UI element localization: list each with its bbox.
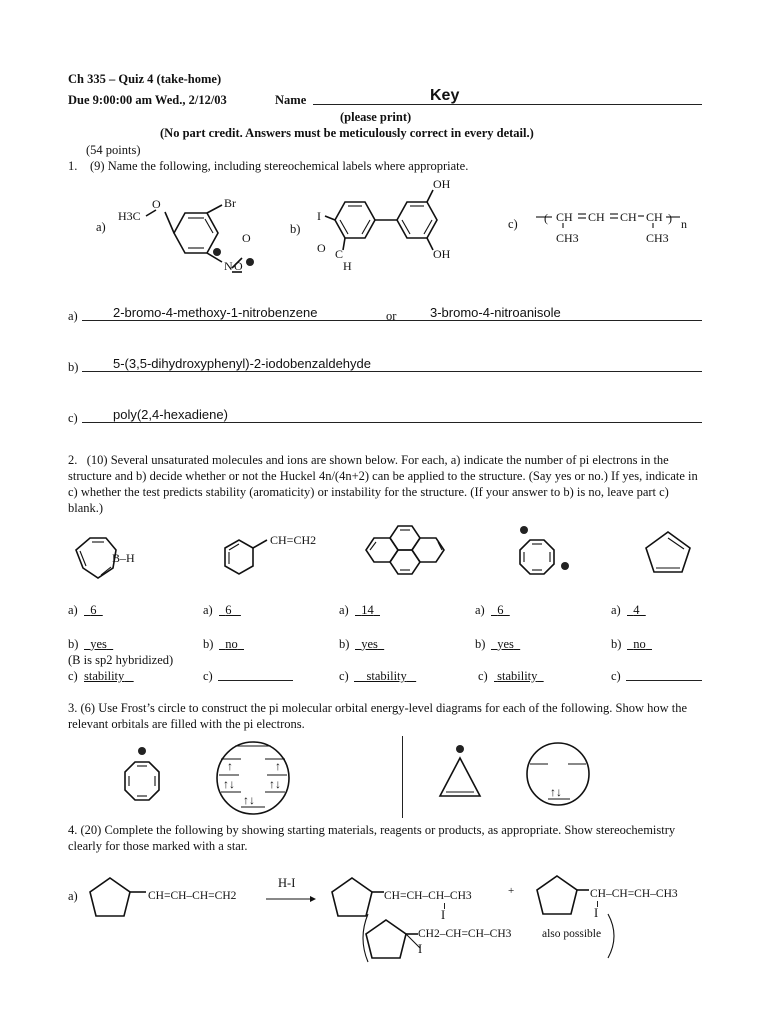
q2-answer-b-1: yes [90,637,107,651]
q1b-structure [315,178,465,278]
q1-answer-b: 5-(3,5-dihydroxyphenyl)-2-iodobenzaldehyde [113,356,371,371]
q4-number: 4. [68,823,78,837]
q4-product3: CH2–CH=CH–CH3 [418,928,512,940]
q2-b-label-2: b) [203,637,214,651]
q1-answer-a-or: or [386,309,397,323]
q4-reaction-arrow [266,894,316,904]
q1c-ch1: CH [556,210,573,224]
q1-answer-b-label: b) [68,360,79,374]
q1-prompt: (9) Name the following, including stereochemical labels where appropriate. [90,159,469,173]
q1c-ch4: CH [646,210,663,224]
q1b-label: b) [290,222,301,236]
q3-frost-right [430,742,590,812]
q3-text: (6) Use Frost’s circle to construct the pi molecular orbital energy-level diagrams for each of the following. Show how the relevant orbitals are filled with the pi electrons. [68,701,688,731]
q2-vinyl: CH=CH2 [270,533,317,547]
q3-prompt [68,700,704,732]
q1b-o: O [317,241,326,255]
q1c-structure [530,200,700,250]
no-partial-credit: (No part credit. Answers must be meticulously correct in every detail.) [160,126,534,140]
q1a-br: Br [224,196,236,210]
q2-note: (B is sp2 hybridized) [68,653,174,667]
q1a-n: N [224,259,233,273]
q1a-h3c: H3C [118,209,141,223]
svg-text:↑↓: ↑↓ [223,777,235,791]
q1a-o2: O [234,259,243,273]
q1b-i: I [317,209,321,223]
q2-b-label-3: b) [339,637,350,651]
svg-text:↑↓: ↑↓ [269,777,281,791]
q2-answer-b-3: yes [361,637,378,651]
q1b-h: H [343,259,352,273]
q4-cyclopentyl-product2 [535,872,591,920]
course-title: Ch 335 – Quiz 4 (take-home) [68,72,222,86]
q2-pyrene [360,520,460,580]
q1-answer-c-label: c) [68,411,78,425]
q1-answer-a-label: a) [68,309,78,323]
q2-a-label-3: a) [339,603,349,617]
q4-product2: CH–CH=CH–CH3 [590,888,678,900]
q2-bh: B–H [112,551,135,565]
q2-a-label-1: a) [68,603,78,617]
q2-answer-c-1: stability [84,669,125,683]
q1c-ch3: CH [620,210,637,224]
q3-divider [402,736,403,818]
name-label: Name [275,93,307,107]
q1b-oh-top: OH [433,177,451,191]
q1-answer-c: poly(2,4-hexadiene) [113,407,228,422]
q3-number: 3. [68,701,78,715]
svg-text:↑↓: ↑↓ [243,793,255,807]
svg-text:↑: ↑ [275,759,281,773]
q1b-c: C [335,247,344,261]
q4-cyclopentyl-reactant [88,874,148,922]
q1a-o1: O [242,231,251,245]
q4-bracket-right [604,912,624,960]
q2-answer-c-5-blank [626,680,702,681]
svg-text:↑: ↑ [227,759,233,773]
q2-number: 2. [68,453,78,467]
q2-text: (10) Several unsaturated molecules and ions are shown below. For each, a) indicate the number of pi electrons in the structure and b) decide whether or not the Huckel 4n/(4n+2) can be applied to the structure. (Say yes or no.) If yes, indicate in c) whether the test predicts stability (aromaticity) or instability for the structure. (If your answer to b) is no, leave part c) blank.) [68,453,698,515]
please-print: (please print) [340,110,412,124]
svg-text:↑↓: ↑↓ [550,785,562,799]
svg-text:(: ( [544,211,548,225]
q2-a-label-5: a) [611,603,621,617]
q2-vinylcyclohexadiene [215,528,335,588]
q1c-ch3-right: CH3 [646,231,669,245]
q2-b-label-5: b) [611,637,622,651]
q2-answer-a-1: 6 [90,603,97,617]
q2-answer-a-3: 14 [361,603,374,617]
q4-product1: CH=CH–CH–CH3 [384,890,472,902]
q2-a-label-4: a) [475,603,485,617]
q1c-ch3-left: CH3 [556,231,579,245]
q1-number: 1. [68,159,78,173]
q2-answer-c-2-blank [218,680,293,681]
q4-reagent: H-I [278,876,296,890]
q2-b-label-1: b) [68,637,79,651]
q2-c-label-5: c) [611,669,621,683]
q2-answer-a-2: 6 [225,603,232,617]
q3-frost-left [115,742,295,822]
q1-answer-a-alt: 3-bromo-4-nitroanisole [430,305,561,320]
q1a-o-ether: O [152,197,161,211]
q4-also-possible: also possible [542,928,602,940]
name-value: Key [430,87,460,104]
q2-cyclopentadiene-cation [640,528,700,578]
q1a-label: a) [96,220,106,234]
q4-a-label: a) [68,889,78,903]
q2-cyclooctatetraene-dianion [510,524,580,584]
total-points: (54 points) [86,143,141,157]
q4-reactant: CH=CH–CH=CH2 [148,890,237,902]
q1c-n: n [681,217,687,231]
q4-cyclopentyl-product3 [358,910,423,966]
q4-product2-iodo: I [594,906,599,920]
q1b-oh-bottom: OH [433,247,451,261]
q1a-structure [110,190,270,280]
q4-product3-iodo: I [418,942,423,956]
q1c-ch2: CH [588,210,605,224]
q2-answer-a-4: 6 [497,603,504,617]
q2-answer-c-4: stability [497,669,538,683]
q2-answer-b-5: no [633,637,646,651]
q2-answer-b-2: no [225,637,238,651]
q1-answer-a: 2-bromo-4-methoxy-1-nitrobenzene [113,305,318,320]
q1c-label: c) [508,217,518,231]
q2-answer-b-4: yes [497,637,514,651]
due-date: Due 9:00:00 am Wed., 2/12/03 [68,93,227,107]
q2-answer-c-3: stability [366,669,407,683]
q2-b-label-4: b) [475,637,486,651]
q2-c-label-4: c) [478,669,488,683]
q4-text: (20) Complete the following by showing starting materials, reagents or products, as appropriate. Show stereochemistry clearly for those marked with a star. [68,823,676,853]
q2-answer-a-5: 4 [633,603,640,617]
q4-plus: + [508,885,515,897]
q2-prompt [68,452,704,516]
name-line [313,104,702,105]
q2-borepin [68,530,148,590]
q1-answer-c-line [82,422,702,423]
q4-prompt [68,822,704,854]
q4-product1-iodo: I [441,908,446,922]
q2-c-label-1: c) [68,669,78,683]
q2-a-label-2: a) [203,603,213,617]
q2-c-label-2: c) [203,669,213,683]
q1-answer-b-line [82,371,702,372]
svg-text:): ) [668,211,672,225]
q2-c-label-3: c) [339,669,349,683]
